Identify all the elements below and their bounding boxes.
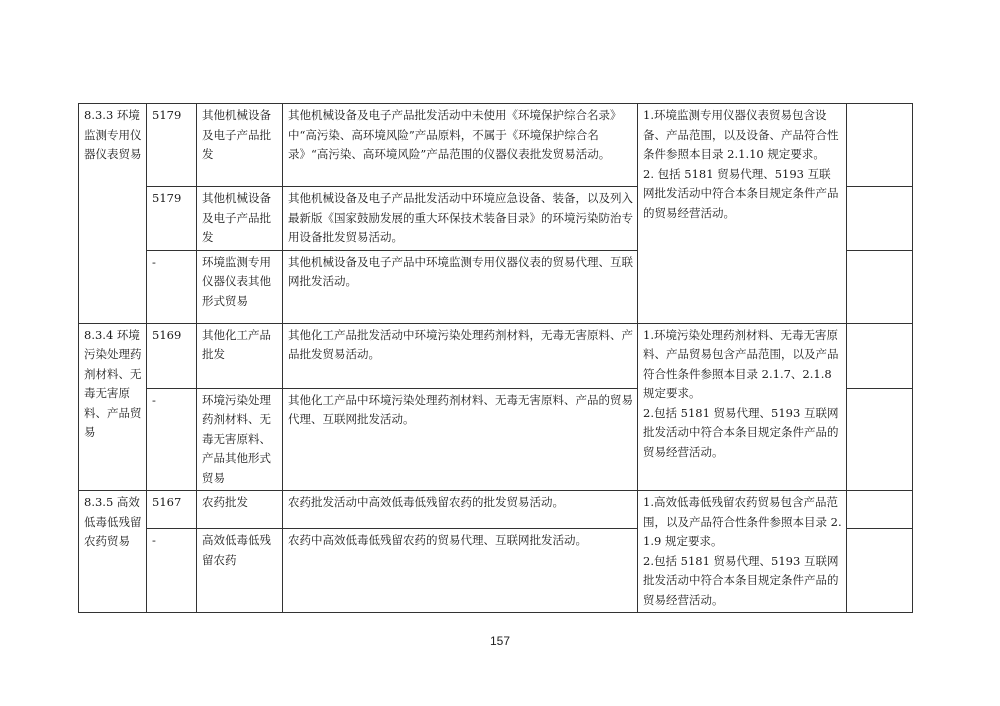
table-row bbox=[79, 104, 913, 187]
remark-cell bbox=[847, 104, 913, 187]
page-number: 157 bbox=[489, 634, 511, 648]
remark-cell bbox=[847, 187, 913, 251]
catalog-table bbox=[78, 103, 913, 613]
remark-cell bbox=[847, 529, 913, 613]
industry-code-cell: - bbox=[147, 529, 197, 613]
remark-cell bbox=[847, 323, 913, 388]
description-cell: 其他化工产品批发活动中环境污染处理药剂材料，无毒无害原料、产品批发贸易活动。 bbox=[283, 323, 638, 388]
industry-name-cell: 其他机械设备及电子产品批发 bbox=[197, 187, 283, 251]
description-cell: 其他机械设备及电子产品批发活动中未使用《环境保护综合名录》中“高污染、高环境风险”产品原料，不属于《环境保护综合名录》“高污染、高环境风险”产品范围的仪器仪表批发贸易活动。 bbox=[283, 104, 638, 187]
remark-cell bbox=[847, 388, 913, 491]
category-cell: 8.3.4 环境污染处理药剂材料、无毒无害原料、产品贸易 bbox=[79, 323, 147, 491]
requirement-cell: 1.环境污染处理药剂材料、无毒无害原料、产品贸易包含产品范围，以及产品符合性条件参照本目录 2.1.7、2.1.8 规定要求。 2.包括 5181 贸易代理、5193 互联网批发活动中符合本条目规定条件产品的贸易经营活动。 bbox=[638, 323, 847, 491]
industry-name-cell: 其他化工产品批发 bbox=[197, 323, 283, 388]
description-cell: 其他机械设备及电子产品中环境监测专用仪器仪表的贸易代理、互联网批发活动。 bbox=[283, 250, 638, 323]
industry-code-cell: 5167 bbox=[147, 491, 197, 529]
industry-name-cell: 其他机械设备及电子产品批发 bbox=[197, 104, 283, 187]
industry-name-cell: 环境污染处理药剂材料、无毒无害原料、产品其他形式贸易 bbox=[197, 388, 283, 491]
industry-code-cell: 5179 bbox=[147, 187, 197, 251]
description-cell: 农药批发活动中高效低毒低残留农药的批发贸易活动。 bbox=[283, 491, 638, 529]
description-cell: 农药中高效低毒低残留农药的贸易代理、互联网批发活动。 bbox=[283, 529, 638, 613]
description-cell: 其他化工产品中环境污染处理药剂材料、无毒无害原料、产品的贸易代理、互联网批发活动。 bbox=[283, 388, 638, 491]
remark-cell bbox=[847, 491, 913, 529]
category-cell: 8.3.5 高效低毒低残留农药贸易 bbox=[79, 491, 147, 613]
requirement-cell: 1.高效低毒低残留农药贸易包含产品范围，以及产品符合性条件参照本目录 2.1.9 规定要求。 2.包括 5181 贸易代理、5193 互联网批发活动中符合本条目规定条件产品的贸易经营活动。 bbox=[638, 491, 847, 613]
industry-code-cell: 5169 bbox=[147, 323, 197, 388]
table-row bbox=[79, 491, 913, 529]
industry-name-cell: 高效低毒低残留农药 bbox=[197, 529, 283, 613]
industry-code-cell: - bbox=[147, 250, 197, 323]
remark-cell bbox=[847, 250, 913, 323]
requirement-cell: 1.环境监测专用仪器仪表贸易包含设备、产品范围，以及设备、产品符合性条件参照本目录 2.1.10 规定要求。 2. 包括 5181 贸易代理、5193 互联网批发活动中符合本条目规定条件产品的贸易经营活动。 bbox=[638, 104, 847, 324]
industry-code-cell: 5179 bbox=[147, 104, 197, 187]
industry-name-cell: 农药批发 bbox=[197, 491, 283, 529]
industry-name-cell: 环境监测专用仪器仪表其他形式贸易 bbox=[197, 250, 283, 323]
industry-code-cell: - bbox=[147, 388, 197, 491]
category-cell: 8.3.3 环境监测专用仪器仪表贸易 bbox=[79, 104, 147, 324]
table-row bbox=[79, 323, 913, 388]
description-cell: 其他机械设备及电子产品批发活动中环境应急设备、装备，以及列入最新版《国家鼓励发展的重大环保技术装备目录》的环境污染防治专用设备批发贸易活动。 bbox=[283, 187, 638, 251]
